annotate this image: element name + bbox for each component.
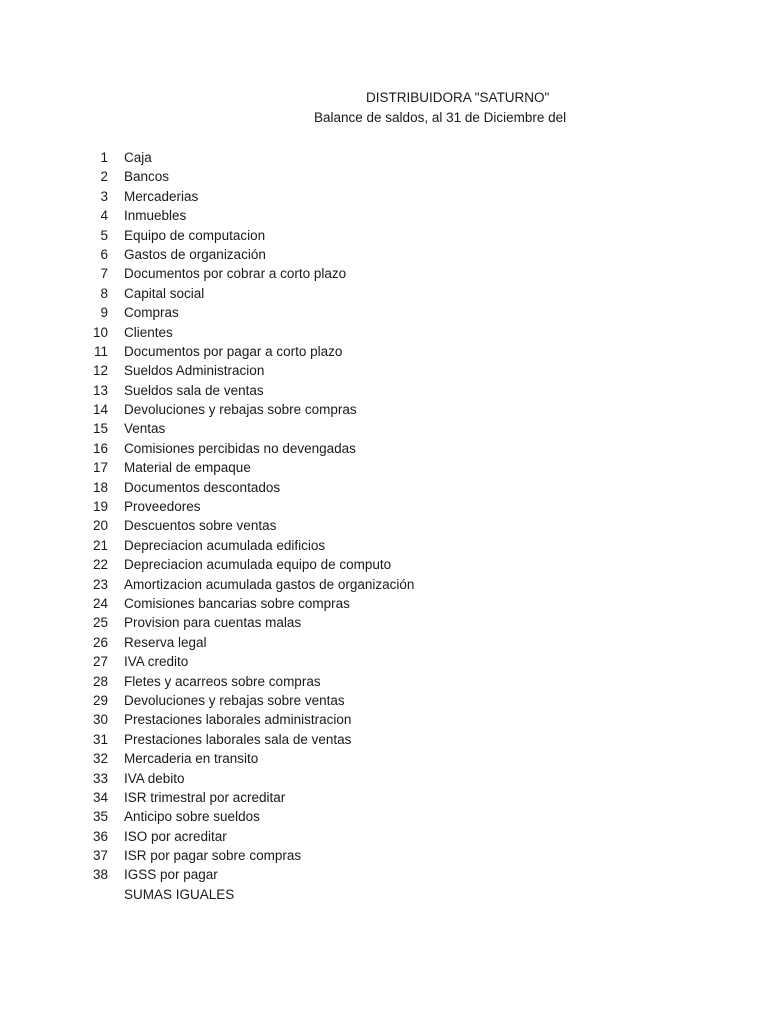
account-name: Devoluciones y rebajas sobre compras bbox=[124, 402, 357, 418]
account-name: Equipo de computacion bbox=[124, 227, 266, 243]
account-name: Depreciacion acumulada equipo de computo bbox=[124, 557, 392, 573]
account-number: 16 bbox=[92, 440, 108, 456]
account-name: Devoluciones y rebajas sobre ventas bbox=[124, 692, 345, 708]
account-name: Gastos de organización bbox=[124, 246, 266, 262]
account-name: Comisiones bancarias sobre compras bbox=[124, 595, 350, 611]
account-name: Capital social bbox=[124, 285, 205, 301]
account-number: 23 bbox=[92, 576, 108, 592]
account-number: 19 bbox=[92, 499, 108, 515]
account-name: Comisiones percibidas no devengadas bbox=[124, 440, 356, 456]
account-name: Sueldos sala de ventas bbox=[124, 382, 264, 398]
account-number: 30 bbox=[92, 712, 108, 728]
account-number: 12 bbox=[92, 363, 108, 379]
account-name: ISO por acreditar bbox=[124, 828, 227, 844]
account-number: 26 bbox=[92, 634, 108, 650]
account-number: 20 bbox=[92, 518, 108, 534]
account-number: 38 bbox=[92, 867, 108, 883]
account-name: Proveedores bbox=[124, 499, 201, 515]
account-number: 2 bbox=[100, 169, 108, 185]
account-name: IVA debito bbox=[124, 770, 185, 786]
account-number: 9 bbox=[100, 305, 108, 321]
account-name: ISR trimestral por acreditar bbox=[124, 789, 286, 805]
account-number: 27 bbox=[92, 654, 108, 670]
account-number: 17 bbox=[92, 460, 108, 476]
account-name: Anticipo sobre sueldos bbox=[124, 809, 260, 825]
account-number: 25 bbox=[92, 615, 108, 631]
account-number: 22 bbox=[92, 557, 108, 573]
account-number: 1 bbox=[100, 150, 108, 165]
account-name: Fletes y acarreos sobre compras bbox=[124, 673, 321, 689]
account-name: Documentos por cobrar a corto plazo bbox=[124, 266, 347, 282]
account-number: 37 bbox=[92, 848, 108, 864]
account-name: ISR por pagar sobre compras bbox=[124, 848, 302, 864]
account-name: Sueldos Administracion bbox=[124, 363, 265, 379]
account-number: 15 bbox=[92, 421, 108, 437]
account-name: Inmuebles bbox=[124, 208, 187, 224]
account-number: 11 bbox=[93, 343, 108, 359]
account-name: Material de empaque bbox=[124, 460, 251, 476]
account-number: 24 bbox=[92, 595, 108, 611]
account-name: Documentos descontados bbox=[124, 479, 281, 495]
account-number: 13 bbox=[92, 382, 108, 398]
account-name: Clientes bbox=[124, 324, 173, 340]
account-number: 18 bbox=[92, 479, 108, 495]
account-number: 14 bbox=[92, 402, 108, 418]
account-number: 10 bbox=[92, 324, 108, 340]
account-name: Mercaderias bbox=[124, 188, 199, 204]
account-name: Bancos bbox=[124, 169, 170, 185]
account-number: 5 bbox=[100, 227, 108, 243]
account-name: Mercaderia en transito bbox=[124, 751, 259, 767]
account-number: 4 bbox=[100, 208, 108, 224]
totals-label: SUMAS IGUALES bbox=[124, 887, 235, 902]
account-name: Provision para cuentas malas bbox=[124, 615, 302, 631]
account-number: 35 bbox=[92, 809, 108, 825]
account-name: Documentos por pagar a corto plazo bbox=[124, 343, 343, 359]
account-number: 8 bbox=[100, 285, 108, 301]
account-name: Prestaciones laborales administracion bbox=[124, 712, 352, 728]
account-number: 33 bbox=[92, 770, 108, 786]
account-name: Descuentos sobre ventas bbox=[124, 518, 277, 534]
account-number: 7 bbox=[100, 266, 108, 282]
account-name: Reserva legal bbox=[124, 634, 207, 650]
account-number: 21 bbox=[92, 537, 108, 553]
account-number: 6 bbox=[100, 246, 108, 262]
account-number: 3 bbox=[100, 188, 108, 204]
account-number: 31 bbox=[92, 731, 108, 747]
company-title: DISTRIBUIDORA "SATURNO" bbox=[366, 90, 550, 105]
account-name: Caja bbox=[124, 150, 152, 165]
report-subtitle: Balance de saldos, al 31 de Diciembre del bbox=[314, 110, 567, 125]
account-name: Depreciacion acumulada edificios bbox=[124, 537, 326, 553]
account-number: 34 bbox=[92, 789, 108, 805]
account-name: Ventas bbox=[124, 421, 166, 437]
account-name: IGSS por pagar bbox=[124, 867, 218, 883]
account-name: IVA credito bbox=[124, 654, 189, 670]
account-name: Prestaciones laborales sala de ventas bbox=[124, 731, 352, 747]
account-number: 36 bbox=[92, 828, 108, 844]
account-name: Amortizacion acumulada gastos de organización bbox=[124, 576, 415, 592]
account-number: 29 bbox=[92, 692, 108, 708]
account-number: 28 bbox=[92, 673, 108, 689]
account-number: 32 bbox=[92, 751, 108, 767]
account-name: Compras bbox=[124, 305, 179, 321]
